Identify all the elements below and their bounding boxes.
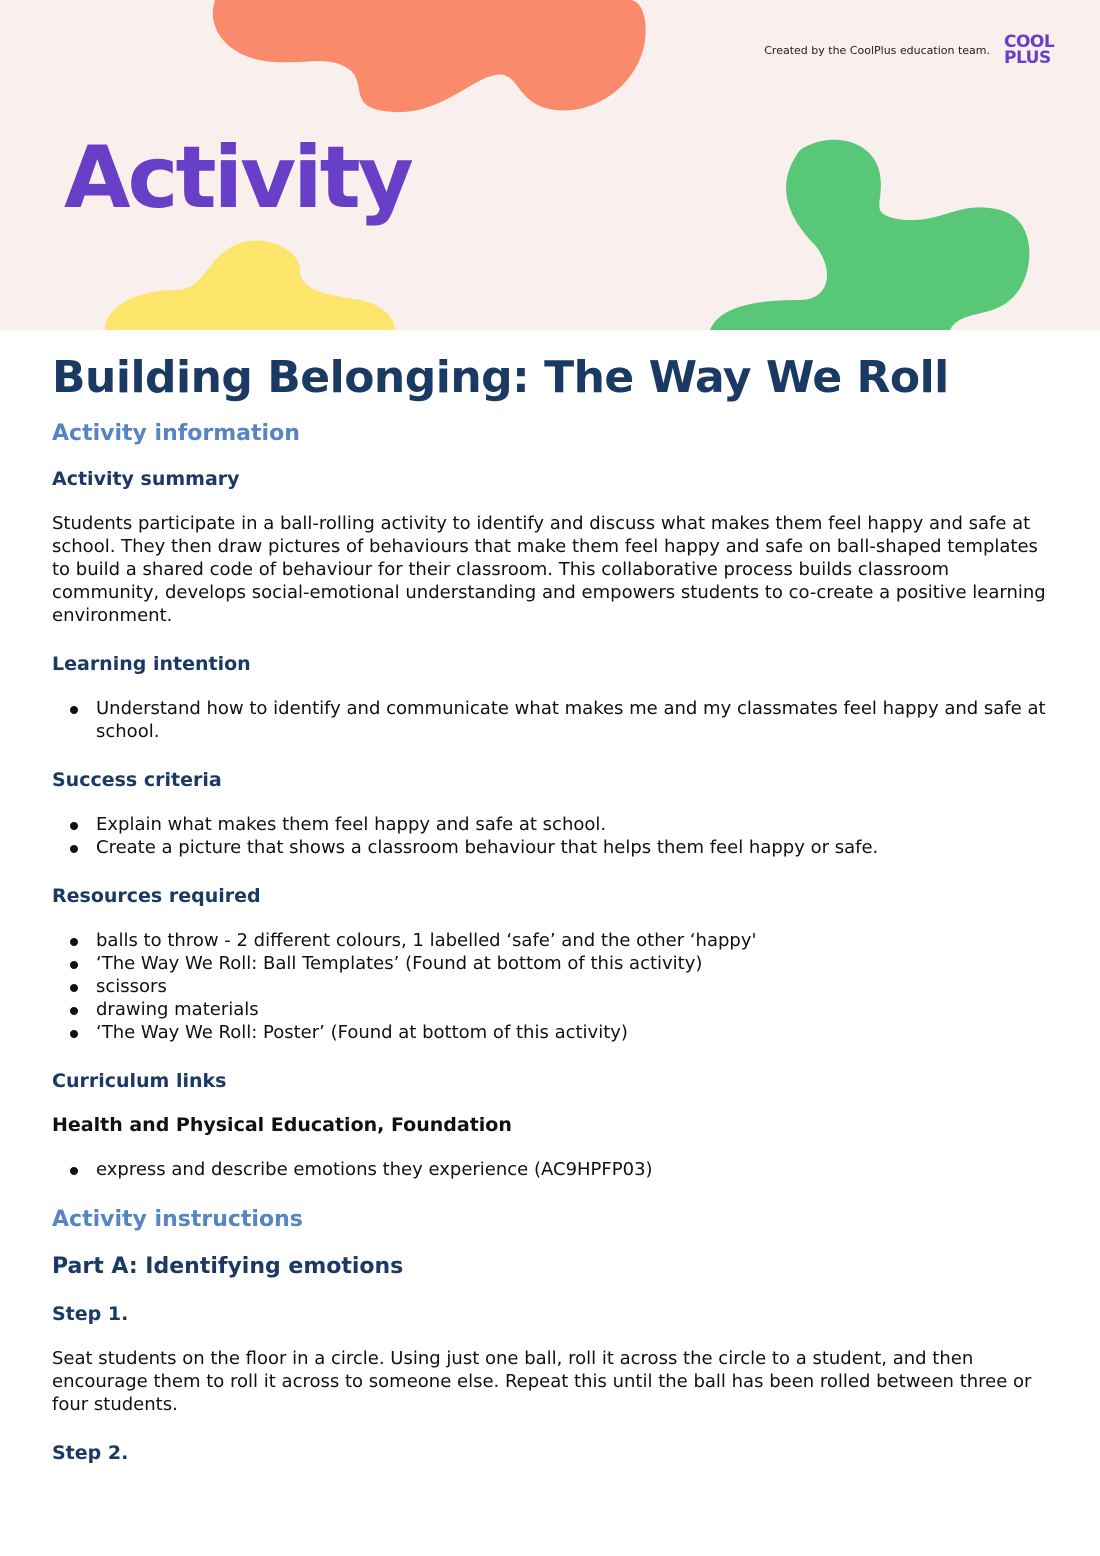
list-item: Create a picture that shows a classroom behaviour that helps them feel happy or safe. — [52, 836, 1052, 859]
list-item: Understand how to identify and communicate what makes me and my classmates feel happy and safe at school. — [52, 697, 1052, 743]
activity-instructions-heading: Activity instructions — [52, 1207, 303, 1232]
learning-intention-list — [52, 697, 1052, 743]
resources-list — [52, 929, 1052, 1044]
green-blob — [710, 140, 1029, 330]
curriculum-list — [52, 1158, 1052, 1181]
summary-heading: Activity summary — [52, 468, 240, 490]
logo-line-1: COOL — [1004, 32, 1055, 52]
list-item: express and describe emotions they experience (AC9HPFP03) — [52, 1158, 1052, 1181]
credit-text: Created by the CoolPlus education team. — [764, 44, 990, 57]
step-1-heading: Step 1. — [52, 1303, 129, 1325]
success-criteria-list — [52, 813, 1052, 859]
hero-title: Activity — [64, 128, 411, 228]
logo-line-2: PLUS — [1004, 48, 1051, 68]
page-header — [0, 0, 1100, 330]
yellow-blob — [105, 241, 395, 330]
list-item: scissors — [52, 975, 1052, 998]
resources-heading: Resources required — [52, 885, 261, 907]
list-item: Explain what makes them feel happy and safe at school. — [52, 813, 1052, 836]
success-criteria-heading: Success criteria — [52, 769, 222, 791]
coral-blob — [213, 0, 646, 112]
learning-intention-heading: Learning intention — [52, 653, 251, 675]
list-item: balls to throw - 2 different colours, 1 labelled ‘safe’ and the other ‘happy' — [52, 929, 1052, 952]
step-2-heading: Step 2. — [52, 1442, 129, 1464]
activity-information-heading: Activity information — [52, 421, 300, 446]
list-item: ‘The Way We Roll: Ball Templates’ (Found at bottom of this activity) — [52, 952, 1052, 975]
part-a-heading: Part A: Identifying emotions — [52, 1254, 404, 1279]
curriculum-subheading: Health and Physical Education, Foundation — [52, 1114, 512, 1136]
curriculum-heading: Curriculum links — [52, 1070, 227, 1092]
summary-text: Students participate in a ball-rolling activity to identify and discuss what makes them feel happy and safe at school. They then draw pictures of behaviours that make them feel happy and safe on ball-shaped templates to build a shared code of behaviour for their classroom. This collaborative process builds classroom community, develops social-emotional understanding and empowers students to co-create a positive learning environment. — [52, 513, 1046, 626]
list-item: drawing materials — [52, 998, 1052, 1021]
main-content — [52, 340, 1052, 1486]
step-1-text: Seat students on the floor in a circle. Using just one ball, roll it across the circle to a student, and then encourage them to roll it across to someone else. Repeat this until the ball has been rolled between three or four students. — [52, 1348, 1032, 1415]
page-title: Building Belonging: The Way We Roll — [52, 352, 949, 403]
coolplus-logo — [1004, 34, 1068, 66]
list-item: ‘The Way We Roll: Poster’ (Found at bottom of this activity) — [52, 1021, 1052, 1044]
